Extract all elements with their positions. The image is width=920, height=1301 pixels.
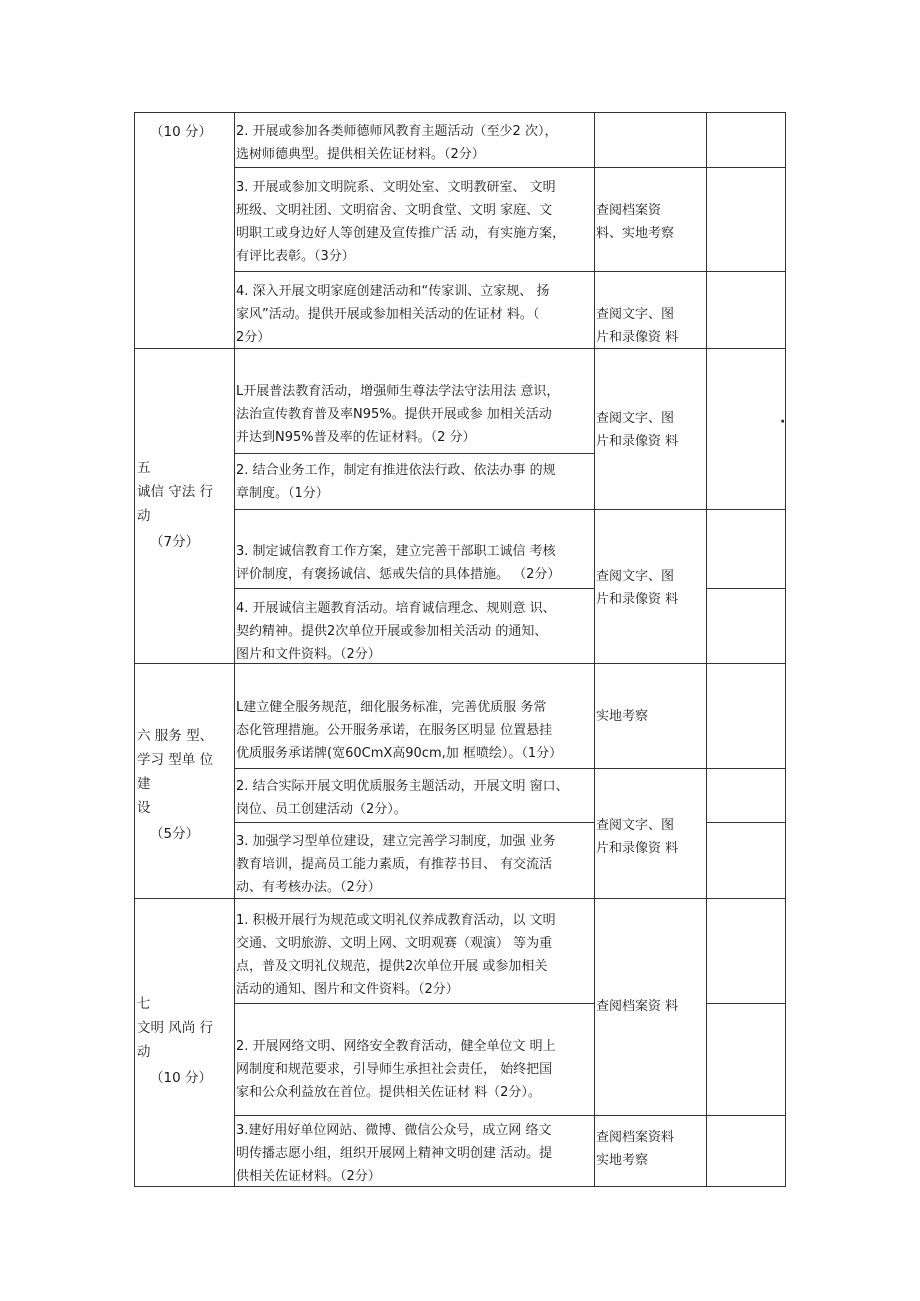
section-7-title: 七 文明 风尚 行 动 <box>137 996 214 1060</box>
section-6-score: （5分） <box>150 826 200 842</box>
section-4-method-2: 查阅文字、图 片和录像资 料 <box>596 307 679 345</box>
section-6-item-3: 3. 加强学习型单位建设，建立完善学习制度，加强 业务 教育培训，提高员工能力素质，有推荐书目、 有交流活 动、有考核办法。（2分） <box>236 834 556 895</box>
section-4-score: （10 分） <box>150 124 212 140</box>
section-4-item-3: 3. 开展或参加文明院系、文明处室、文明教研室、 文明 班级、文明社团、文明宿舍、文明食堂、文明 家庭、文 明职工或身边好人等创建及宣传推广活 动，有实施方案， 有评比表彰。（3分） <box>236 180 566 264</box>
section-5-item-1: L开展普法教育活动，增强师生尊法学法守法用法 意识， 法治宣传教育普及率N95%。提供开展或参 加相关活动 并达到N95%普及率的佐证材料。（2 分） <box>236 384 560 445</box>
section-6-method-1: 实地考察 <box>596 709 649 724</box>
section-4-item-4: 4. 深入开展文明家庭创建活动和“传家训、立家规、 扬 家风”活动。提供开展或参加相关活动的佐证材 料。（ 2分） <box>236 284 550 345</box>
section-4-method-1: 查阅档案资 料、实地考察 <box>596 203 675 241</box>
section-7-method-2: 查阅档案资料 实地考察 <box>596 1130 675 1168</box>
margin-mark: · <box>780 414 786 430</box>
section-6-title: 六 服务 型、 学习 型单 位 建 设 <box>137 728 214 816</box>
section-5-score: （7分） <box>150 534 200 550</box>
section-4-item-2: 2. 开展或参加各类师德师风教育主题活动（至少2 次）， 选树师德典型。提供相关佐证材料。（2分） <box>236 124 558 162</box>
section-5-method-2: 查阅文字、图 片和录像资 料 <box>596 569 679 607</box>
section-5-item-3: 3. 制定诚信教育工作方案，建立完善干部职工诚信 考核 评价制度，有褒扬诚信、惩戒失信的具体措施。 （2分） <box>236 544 561 582</box>
section-6-method-2: 查阅文字、图 片和录像资 料 <box>596 818 679 856</box>
section-7-item-2: 2. 开展网络文明、网络安全教育活动，健全单位文 明上 网制度和规范要求，引导师生承担社会责任， 始终把国 家和公众利益放在首位。提供相关佐证材 料（2分）。 <box>236 1039 556 1100</box>
section-6-item-1: L建立健全服务规范，细化服务标准，完善优质服 务常 态化管理措施。公开服务承诺，在服务区明显 位置悬挂 优质服务承诺牌(宽60CmX高90cm,加 框喷绘）。（1分） <box>236 700 563 761</box>
section-7-item-3: 3.建好用好单位网站、微博、微信公众号，成立网 络文 明传播志愿小组，组织开展网上精神文明创建 活动。提 供相关佐证材料。（2分） <box>236 1123 553 1184</box>
section-5-item-2: 2. 结合业务工作，制定有推进依法行政、依法办事 的规 章制度。（1分） <box>236 463 556 501</box>
section-5-title: 五 诚信 守法 行 动 <box>137 460 214 524</box>
section-5-item-4: 4. 开展诚信主题教育活动。培育诚信理念、规则意 识、 契约精神。提供2次单位开展或参加相关活动 的通知、 图片和文件资料。（2分） <box>236 601 556 662</box>
section-7-item-1: 1. 积极开展行为规范或文明礼仪养成教育活动，以 文明 交通、文明旅游、文明上网、文明观赛（观演） 等为重 点，普及文明礼仪规范，提供2次单位开展 或参加相关 活动的通知、图片和文件资料。（2分） <box>236 913 556 997</box>
section-7-method-1: 查阅档案资 料 <box>596 999 679 1014</box>
section-7-score: （10 分） <box>150 1070 212 1086</box>
section-5-method-1: 查阅文字、图 片和录像资 料 <box>596 411 679 449</box>
section-6-item-2: 2. 结合实际开展文明优质服务主题活动，开展文明 窗口、 岗位、员工创建活动（2分）。 <box>236 779 569 817</box>
